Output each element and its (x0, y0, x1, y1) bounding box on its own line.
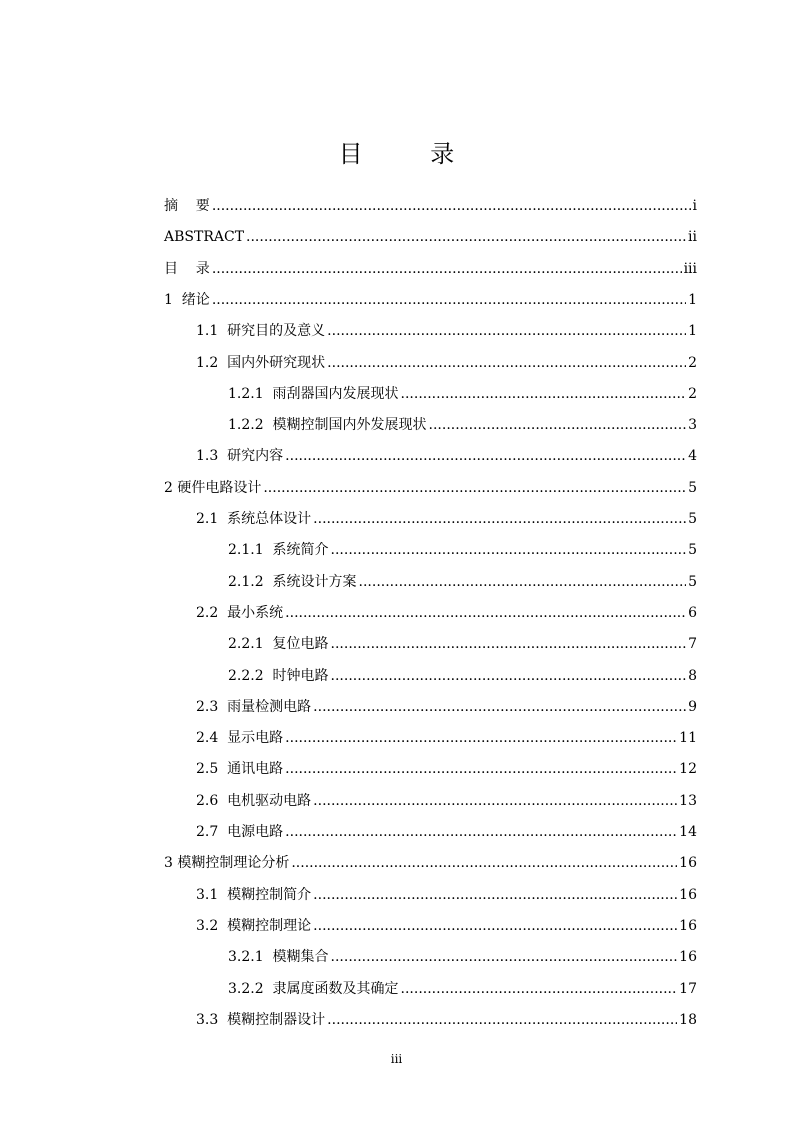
toc-entry-label: 2.7 电源电路 (196, 824, 284, 840)
toc-entry-page: 1 (688, 291, 697, 308)
toc-entry-label: 2.6 电机驱动电路 (196, 792, 312, 809)
toc-leader-dots (331, 948, 678, 966)
toc-leader-dots (313, 886, 677, 904)
toc-entry-page: 2 (688, 354, 697, 371)
toc-leader-dots (212, 291, 686, 309)
toc-entry-page: 7 (688, 636, 697, 653)
toc-leader-dots (429, 416, 687, 434)
toc-entry[interactable] (228, 968, 697, 998)
toc-leader-dots (359, 573, 687, 591)
toc-entry[interactable] (196, 999, 697, 1029)
toc-entry-label: 摘 要 (164, 198, 210, 214)
toc-entry-page: 16 (679, 917, 697, 934)
toc-leader-dots (313, 917, 677, 935)
toc-entry-label: 3.2.2 隶属度函数及其确定 (228, 980, 399, 997)
toc-leader-dots (285, 604, 686, 622)
toc-entry[interactable] (164, 248, 697, 278)
toc-entry[interactable] (196, 342, 697, 372)
toc-entry-page: iii (683, 260, 697, 277)
toc-entry-label: 2.2.1 复位电路 (228, 636, 329, 653)
toc-entry-page: 16 (679, 886, 697, 903)
toc-entry[interactable] (164, 216, 697, 246)
toc-entry-page: 3 (688, 417, 697, 434)
toc-entry[interactable] (228, 655, 697, 685)
toc-leader-dots (313, 698, 686, 716)
page-title: 目 录 (338, 140, 485, 168)
toc-entry[interactable] (228, 529, 697, 559)
toc-entry-label: 目 录 (164, 260, 210, 277)
toc-leader-dots (285, 729, 677, 747)
toc-entry-label: 2.5 通讯电路 (196, 761, 284, 778)
toc-leader-dots (313, 510, 686, 528)
toc-entry-page: 6 (688, 604, 697, 621)
toc-entry-label: 1.1 研究目的及意义 (196, 323, 326, 340)
toc-entry-page: 5 (688, 542, 697, 559)
toc-leader-dots (285, 447, 686, 465)
toc-entry-page: 9 (688, 698, 697, 715)
toc-entry[interactable] (196, 686, 697, 716)
toc-entry-label: 2.1.1 系统简介 (228, 542, 329, 559)
toc-entry[interactable] (196, 717, 697, 747)
toc-leader-dots (331, 635, 687, 653)
toc-leader-dots (313, 792, 677, 810)
toc-entry[interactable] (196, 310, 697, 340)
toc-entry[interactable] (164, 185, 697, 215)
toc-entry-label: 2.3 雨量检测电路 (196, 698, 312, 715)
toc-leader-dots (327, 322, 686, 340)
toc-entry[interactable] (196, 435, 697, 465)
toc-entry[interactable] (196, 874, 697, 904)
toc-entry-page: 16 (679, 855, 697, 872)
toc-entry-page: 16 (679, 949, 697, 966)
toc-entry-page: 18 (679, 1011, 697, 1028)
page-number-footer: iii (390, 1052, 403, 1066)
toc-leader-dots (285, 760, 677, 778)
toc-entry[interactable] (196, 811, 697, 841)
toc-entry-label: 2.2 最小系统 (196, 604, 284, 621)
toc-entry-label: 3 模糊控制理论分析 (164, 855, 290, 872)
toc-leader-dots (291, 854, 677, 872)
toc-entry-label: 1.3 研究内容 (196, 448, 284, 465)
toc-entry[interactable] (196, 780, 697, 810)
toc-entry-page: 8 (688, 667, 697, 684)
toc-entry-label: 3.2.1 模糊集合 (228, 949, 329, 966)
toc-entry[interactable] (196, 905, 697, 935)
toc-entry-page: 11 (679, 730, 697, 747)
toc-leader-dots (327, 354, 686, 372)
toc-entry[interactable] (228, 623, 697, 653)
toc-entry-label: 2.1.2 系统设计方案 (228, 573, 357, 590)
toc-entry[interactable] (164, 842, 697, 872)
toc-entry[interactable] (164, 279, 697, 309)
toc-entry-label: 2.1 系统总体设计 (196, 511, 312, 527)
toc-leader-dots (246, 228, 686, 246)
toc-entry-page: 14 (679, 824, 697, 840)
toc-entry-label: 2.4 显示电路 (196, 730, 284, 747)
toc-leader-dots (212, 197, 691, 215)
toc-entry-page: i (692, 198, 697, 214)
toc-entry-page: 13 (679, 792, 697, 809)
toc-entry-label: 1 绪论 (164, 291, 210, 308)
toc-entry-page: 5 (688, 479, 697, 496)
toc-entry-label: 3.1 模糊控制简介 (196, 886, 312, 903)
toc-entry-label: 2 硬件电路设计 (164, 479, 262, 496)
toc-leader-dots (401, 385, 687, 403)
toc-entry[interactable] (196, 592, 697, 622)
toc-leader-dots (263, 479, 686, 497)
toc-entry-page: 12 (679, 761, 697, 778)
toc-entry-label: 2.2.2 时钟电路 (228, 667, 329, 684)
toc-entry[interactable] (196, 498, 697, 528)
toc-entry[interactable] (228, 936, 697, 966)
toc-entry-page: 2 (688, 385, 697, 402)
toc-leader-dots (331, 541, 687, 559)
toc-leader-dots (331, 667, 687, 685)
toc-entry-label: 3.3 模糊控制器设计 (196, 1011, 326, 1028)
toc-entry-page: 4 (688, 448, 697, 465)
toc-entry-page: 5 (688, 511, 697, 527)
toc-entry-label: 1.2.2 模糊控制国内外发展现状 (228, 417, 427, 434)
toc-entry-page: 5 (688, 573, 697, 590)
toc-entry-label: 3.2 模糊控制理论 (196, 917, 312, 934)
toc-entry-label: 1.2 国内外研究现状 (196, 354, 326, 371)
toc-entry[interactable] (164, 467, 697, 497)
toc-entry-label: ABSTRACT (164, 229, 245, 246)
toc-entry-page: 1 (688, 323, 697, 340)
toc-leader-dots (401, 980, 678, 998)
toc-leader-dots (212, 260, 682, 278)
toc-leader-dots (285, 823, 677, 841)
toc-entry[interactable] (228, 373, 697, 403)
toc-entry[interactable] (228, 561, 697, 591)
toc-entry-label: 1.2.1 雨刮器国内发展现状 (228, 385, 399, 402)
toc-leader-dots (327, 1011, 677, 1029)
toc-entry-page: 17 (679, 980, 697, 997)
toc-entry[interactable] (196, 748, 697, 778)
toc-entry[interactable] (228, 404, 697, 434)
toc-entry-page: ii (688, 229, 697, 246)
